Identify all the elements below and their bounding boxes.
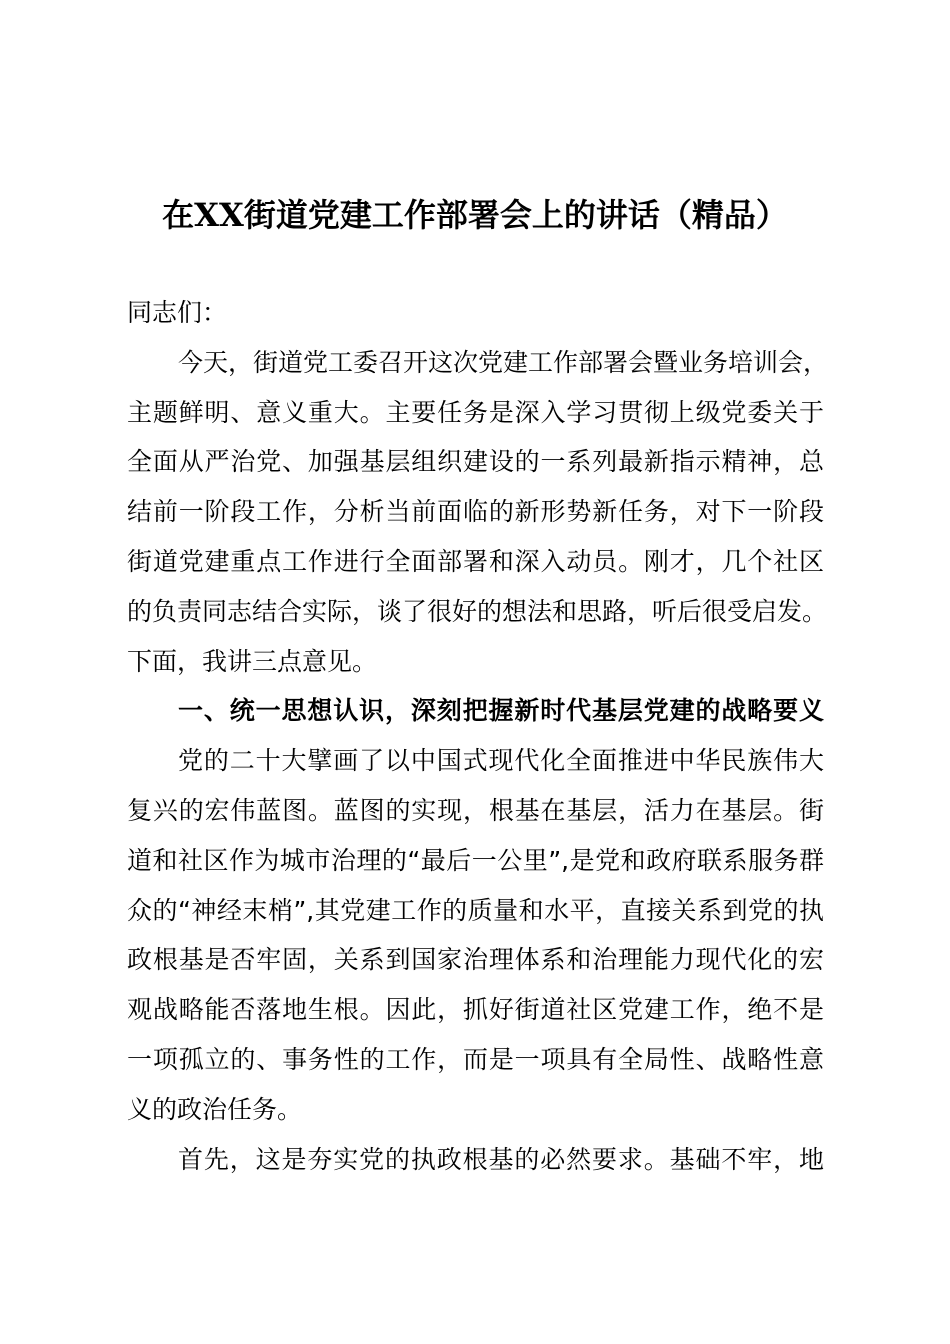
paragraph-line: 下面，我讲三点意见。 — [127, 646, 378, 676]
paragraph-line: 结前一阶段工作，分析当前面临的新形势新任务，对下一阶段 — [127, 497, 824, 527]
paragraph-line: 一项孤立的、事务性的工作，而是一项具有全局性、战略性意 — [127, 1044, 824, 1074]
paragraph-line: 众的“神经末梢”,其党建工作的质量和水平，直接关系到党的执 — [127, 895, 824, 925]
paragraph-line: 的负责同志结合实际，谈了很好的想法和思路，听后很受启发。 — [127, 596, 828, 626]
section-heading: 一、统一思想认识，深刻把握新时代基层党建的战略要义 — [178, 696, 824, 726]
paragraph-line: 复兴的宏伟蓝图。蓝图的实现，根基在基层，活力在基层。街 — [127, 795, 824, 825]
document-title: 在XX街道党建工作部署会上的讲话（精品） — [162, 196, 788, 234]
document-body — [127, 288, 829, 1184]
paragraph-line: 观战略能否落地生根。因此，抓好街道社区党建工作，绝不是 — [127, 995, 824, 1025]
paragraph-line: 政根基是否牢固，关系到国家治理体系和治理能力现代化的宏 — [127, 945, 824, 975]
paragraph-line: 义的政治任务。 — [127, 1094, 303, 1124]
paragraph-line: 首先，这是夯实党的执政根基的必然要求。基础不牢，地 — [178, 1144, 824, 1174]
paragraph-line: 今天，街道党工委召开这次党建工作部署会暨业务培训会， — [178, 347, 829, 377]
paragraph-line: 党的二十大擘画了以中国式现代化全面推进中华民族伟大 — [178, 746, 824, 776]
paragraph-line: 道和社区作为城市治理的“最后一公里”,是党和政府联系服务群 — [127, 845, 824, 875]
paragraph-line: 全面从严治党、加强基层组织建设的一系列最新指示精神，总 — [127, 447, 824, 477]
paragraph-line: 主题鲜明、意义重大。主要任务是深入学习贯彻上级党委关于 — [127, 397, 824, 427]
salutation: 同志们： — [127, 298, 228, 327]
paragraph-line: 街道党建重点工作进行全面部署和深入动员。刚才，几个社区 — [127, 546, 824, 576]
